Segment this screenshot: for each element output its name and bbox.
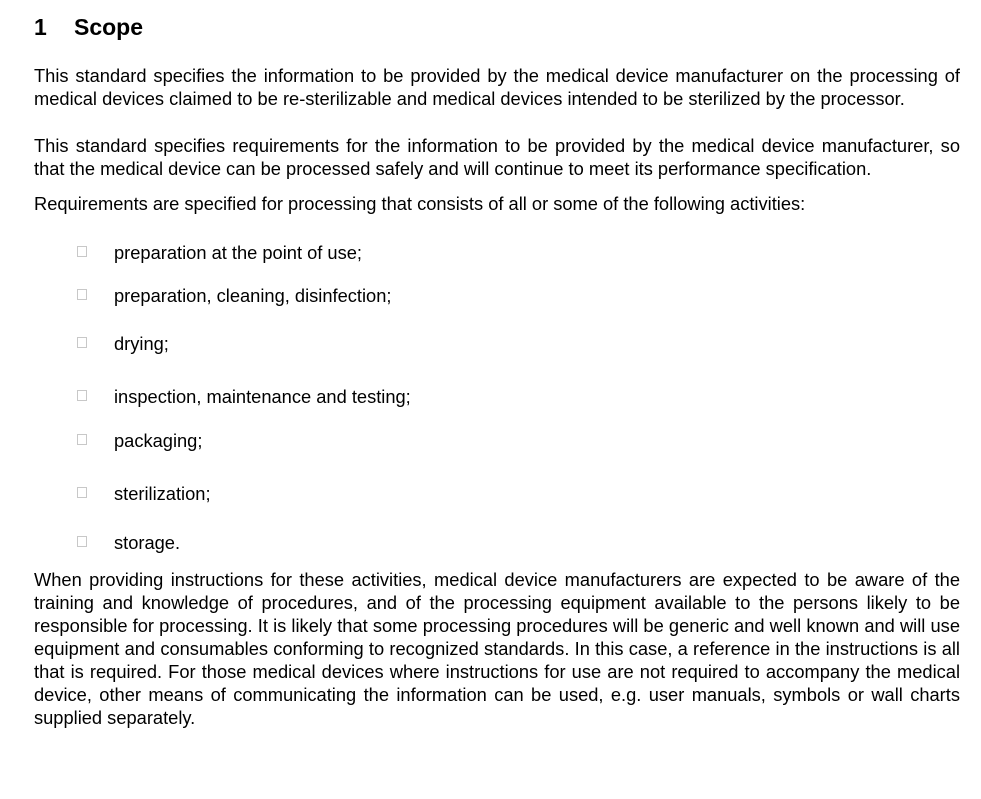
list-item: [34, 332, 960, 355]
list-item: [34, 385, 960, 408]
bullet-box-icon: [77, 246, 87, 257]
paragraph-intro: This standard specifies the information to be provided by the medical device manufacturer on the processing of medical devices claimed to be re-sterilizable and medical devices intended to be sterilized by the processor.: [34, 65, 960, 109]
section-title: Scope: [74, 14, 144, 40]
bullet-box-icon: [77, 487, 87, 498]
bullet-box-icon: [77, 390, 87, 401]
list-item: [34, 284, 960, 307]
bullet-box-icon: [77, 337, 87, 348]
list-item-text: inspection, maintenance and testing;: [114, 386, 411, 407]
paragraph-activities-intro: Requirements are specified for processing that consists of all or some of the following activities:: [34, 193, 806, 214]
bullet-box-icon: [77, 536, 87, 547]
list-item-text: storage.: [114, 532, 181, 553]
list-item: [34, 241, 960, 264]
list-item-text: packaging;: [114, 430, 203, 451]
paragraph-instructions: When providing instructions for these activities, medical device manufacturers are expected to be aware of the training and knowledge of procedures, and of the processing equipment available to the persons likely to be responsible for processing. It is likely that some processing procedures will be generic and well known and will use equipment and consumables conforming to recognized standards. In this case, a reference in the instructions is all that is required. For those medical devices where instructions for use are not required to accompany the medical device, other means of communicating the information can be used, e.g. user manuals, symbols or wall charts supplied separately.: [34, 569, 960, 728]
bullet-box-icon: [77, 289, 87, 300]
list-item-text: preparation, cleaning, disinfection;: [114, 285, 392, 306]
list-item-text: drying;: [114, 333, 169, 354]
paragraph-requirements: This standard specifies requirements for the information to be provided by the medical device manufacturer, so that the medical device can be processed safely and will continue to meet its performance specification.: [34, 135, 960, 179]
list-item: [34, 429, 960, 452]
section-number: 1: [34, 14, 47, 40]
activities-list: [34, 241, 960, 554]
section-heading: [34, 12, 960, 42]
bullet-box-icon: [77, 434, 87, 445]
document-page: [34, 12, 960, 729]
list-item: [34, 531, 960, 554]
list-item: [34, 482, 960, 505]
list-item-text: preparation at the point of use;: [114, 242, 362, 263]
list-item-text: sterilization;: [114, 483, 211, 504]
